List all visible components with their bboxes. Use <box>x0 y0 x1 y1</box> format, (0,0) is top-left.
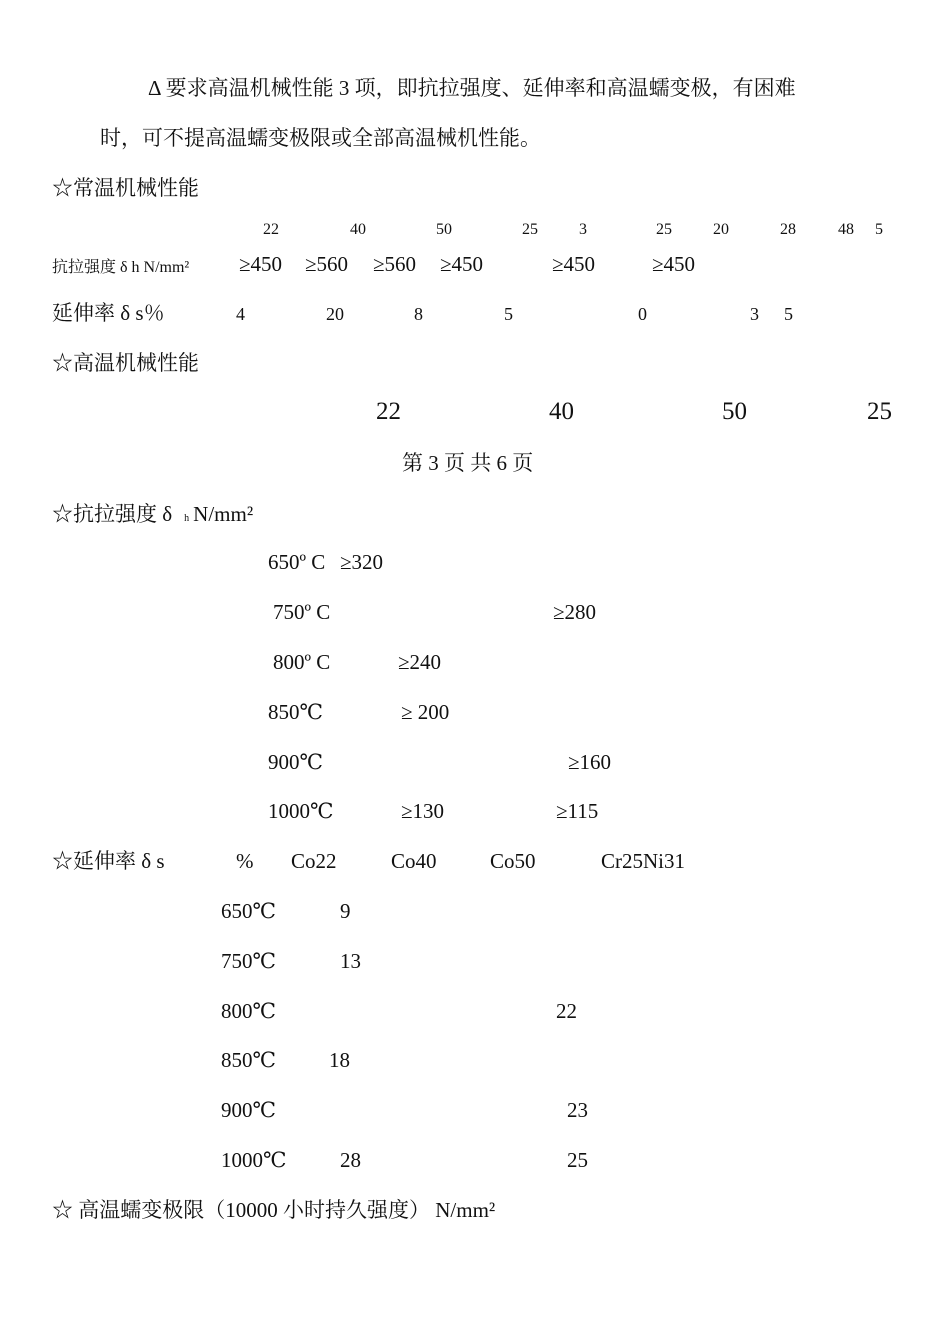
tensile-hot-heading-sub: h <box>184 513 190 524</box>
tensile-hot-value: ≥130 <box>401 799 445 823</box>
tensile-value: ≥450 <box>552 252 596 276</box>
elong-hot-column: Co40 <box>391 849 437 873</box>
tensile-hot-heading-text: ☆抗拉强度 δ <box>52 502 173 526</box>
elong-hot-unit: % <box>236 849 254 873</box>
elongation-value: 4 <box>236 304 245 324</box>
tensile-value: ≥560 <box>373 252 417 276</box>
grade-number-large: 25 <box>867 398 892 425</box>
elong-hot-value: 25 <box>567 1148 588 1172</box>
elongation-value: 5 <box>784 304 793 324</box>
tensile-hot-heading <box>52 504 253 525</box>
tensile-hot-value: ≥320 <box>340 550 384 574</box>
elongation-value: 5 <box>504 304 513 324</box>
elong-hot-value: 9 <box>340 899 351 923</box>
elongation-value: 8 <box>414 304 423 324</box>
tensile-hot-temp: 650º C <box>268 550 326 574</box>
tensile-hot-value: ≥ 200 <box>401 700 450 724</box>
page-number: 第 3 页 共 6 页 <box>402 451 534 475</box>
elong-hot-column: Co50 <box>490 849 536 873</box>
elong-hot-temp: 850℃ <box>221 1048 276 1072</box>
grade-number: 28 <box>780 221 796 238</box>
grade-number-large: 22 <box>376 398 401 425</box>
high-temp-heading: ☆高温机械性能 <box>52 351 199 375</box>
tensile-hot-temp: 750º C <box>273 600 331 624</box>
tensile-hot-temp: 1000℃ <box>268 799 334 823</box>
elong-hot-column: Co22 <box>291 849 337 873</box>
elongation-value: 0 <box>638 304 647 324</box>
elong-hot-temp: 650℃ <box>221 899 276 923</box>
elong-hot-value: 13 <box>340 949 361 973</box>
elong-hot-column: Cr25Ni31 <box>601 849 685 873</box>
grade-number: 5 <box>875 221 883 238</box>
tensile-value: ≥450 <box>652 252 696 276</box>
tensile-hot-value: ≥115 <box>556 799 599 823</box>
grade-number: 50 <box>436 221 452 238</box>
tensile-value: ≥450 <box>440 252 484 276</box>
elong-hot-value: 22 <box>556 999 577 1023</box>
grade-number-large: 50 <box>722 398 747 425</box>
grade-number-large: 40 <box>549 398 574 425</box>
grade-number: 22 <box>263 221 279 238</box>
intro-line-1: Δ 要求高温机械性能 3 项，即抗拉强度、延伸率和高温蠕变极，有困难 <box>148 76 796 100</box>
elong-hot-temp: 1000℃ <box>221 1148 287 1172</box>
elong-hot-heading: ☆延伸率 δ s <box>52 849 165 873</box>
tensile-hot-temp: 850℃ <box>268 700 323 724</box>
grade-number: 25 <box>522 221 538 238</box>
tensile-value: ≥450 <box>239 252 283 276</box>
tensile-hot-value: ≥160 <box>568 750 612 774</box>
creep-heading: ☆ 高温蠕变极限（10000 小时持久强度） N/mm² <box>52 1198 496 1222</box>
elongation-label: 延伸率 δ s％ <box>52 301 165 325</box>
grade-number: 3 <box>579 221 587 238</box>
grade-number: 40 <box>350 221 366 238</box>
tensile-value: ≥560 <box>305 252 349 276</box>
tensile-hot-temp: 900℃ <box>268 750 323 774</box>
tensile-hot-temp: 800º C <box>273 650 331 674</box>
elongation-value: 20 <box>326 304 344 324</box>
elong-hot-temp: 750℃ <box>221 949 276 973</box>
grade-number: 48 <box>838 221 854 238</box>
elong-hot-value: 28 <box>340 1148 361 1172</box>
elongation-value: 3 <box>750 304 759 324</box>
elong-hot-value: 18 <box>329 1048 350 1072</box>
room-temp-heading: ☆常温机械性能 <box>52 176 199 200</box>
elong-hot-temp: 900℃ <box>221 1098 276 1122</box>
tensile-hot-value: ≥240 <box>398 650 442 674</box>
tensile-label: 抗拉强度 δ h N/mm² <box>52 259 190 276</box>
elong-hot-temp: 800℃ <box>221 999 276 1023</box>
elong-hot-value: 23 <box>567 1098 588 1122</box>
tensile-hot-heading-unit: N/mm² <box>193 502 254 526</box>
intro-line-2: 时，可不提高温蠕变极限或全部高温械机性能。 <box>100 126 541 150</box>
grade-number: 25 <box>656 221 672 238</box>
grade-number: 20 <box>713 221 729 238</box>
tensile-hot-value: ≥280 <box>553 600 597 624</box>
